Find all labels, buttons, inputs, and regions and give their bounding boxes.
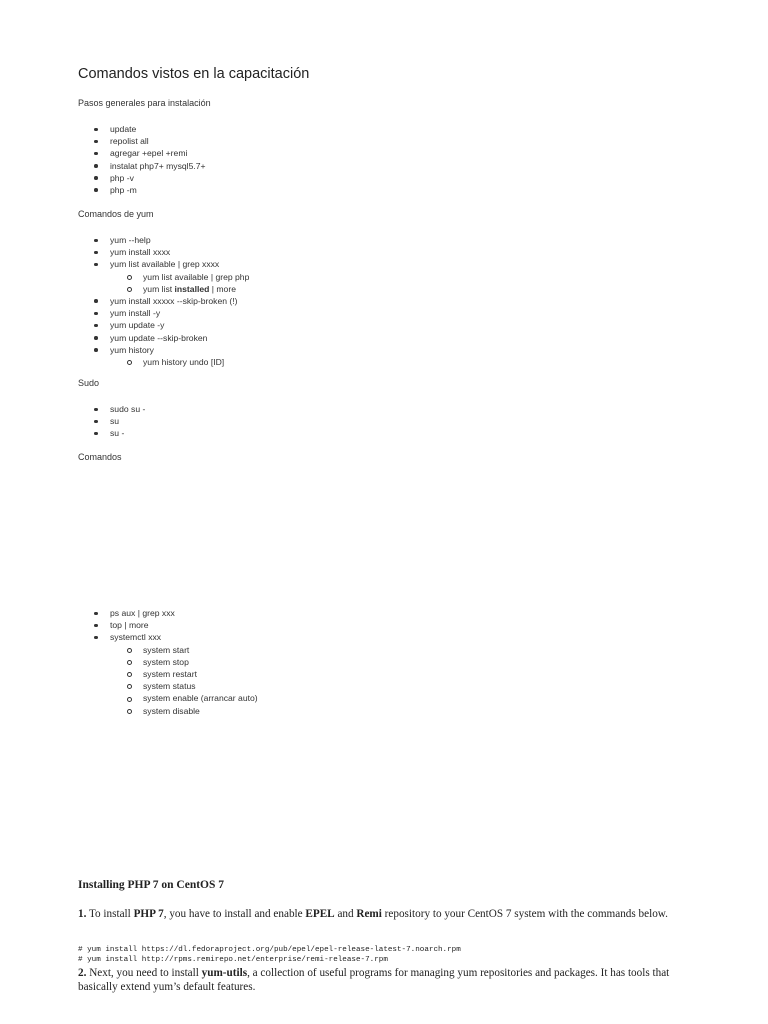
- list-item: yum install -y: [0, 307, 249, 319]
- list-item: yum install xxxx: [0, 246, 249, 258]
- list-subitem: system status: [0, 680, 258, 692]
- list-subitem: system enable (arrancar auto): [0, 692, 258, 704]
- list-subitem-text: yum list: [143, 283, 175, 294]
- command-line-remi: # yum install http://rpms.remirepo.net/enterprise/remi-release-7.rpm: [78, 955, 388, 964]
- paragraph-text: Next, you need to install: [86, 967, 202, 979]
- section-label-install: Pasos generales para instalación: [78, 98, 211, 108]
- section-label-comandos: Comandos: [78, 452, 122, 462]
- paragraph-bold: yum-utils: [201, 967, 248, 979]
- list-item: repolist all: [0, 135, 206, 147]
- command-line-epel: # yum install https://dl.fedoraproject.org/pub/epel/epel-release-latest-7.noarch.rpm: [78, 946, 461, 954]
- yum-commands-list: [0, 234, 249, 368]
- list-subitem: system start: [0, 644, 258, 656]
- paragraph-text: and: [334, 908, 357, 920]
- list-item: agregar +epel +remi: [0, 147, 206, 159]
- list-item: systemctl xxx: [0, 631, 258, 643]
- list-item: ps aux | grep xxx: [0, 607, 258, 619]
- paragraph-text: , you have to install and enable: [163, 908, 306, 920]
- section-label-sudo: Sudo: [78, 378, 100, 388]
- paragraph-text: To install: [86, 908, 134, 920]
- list-item: su: [0, 415, 145, 427]
- install-steps-list: [0, 123, 206, 196]
- list-item: instalat php7+ mysql5.7+: [0, 160, 206, 172]
- list-item: su -: [0, 427, 145, 439]
- paragraph-bold: PHP 7: [133, 908, 164, 920]
- list-subitem: system disable: [0, 705, 258, 717]
- list-item: sudo su -: [0, 403, 145, 415]
- list-item: update: [0, 123, 206, 135]
- paragraph-bold: Remi: [356, 908, 382, 920]
- list-item: yum list available | grep xxxx: [0, 258, 249, 270]
- list-subitem: [0, 283, 249, 295]
- section-label-yum: Comandos de yum: [78, 209, 154, 219]
- list-subitem-bold: installed: [174, 283, 210, 294]
- list-item: php -v: [0, 172, 206, 184]
- english-heading: Installing PHP 7 on CentOS 7: [78, 879, 225, 891]
- list-subitem: system restart: [0, 668, 258, 680]
- paragraph-step-1: [78, 907, 698, 921]
- list-subitem: yum history undo [ID]: [0, 356, 249, 368]
- list-item: php -m: [0, 184, 206, 196]
- list-item: yum update --skip-broken: [0, 332, 249, 344]
- sudo-commands-list: [0, 403, 145, 440]
- step-number: 1.: [78, 908, 87, 920]
- list-subitem-text: | more: [209, 283, 236, 294]
- list-subitem: system stop: [0, 656, 258, 668]
- list-item: yum update -y: [0, 319, 249, 331]
- paragraph-text: , a collection of useful programs for managing yum repositories and packages. It has tools that basically extend yum’s default features.: [78, 967, 670, 993]
- list-item: top | more: [0, 619, 258, 631]
- step-number: 2.: [78, 967, 87, 979]
- list-subitem: yum list available | grep php: [0, 271, 249, 283]
- paragraph-bold: EPEL: [305, 908, 335, 920]
- page-title: Comandos vistos en la capacitación: [78, 66, 310, 82]
- list-item: yum --help: [0, 234, 249, 246]
- paragraph-step-2: [78, 966, 698, 994]
- general-commands-list: [0, 607, 258, 717]
- list-item: yum install xxxxx --skip-broken (!): [0, 295, 249, 307]
- list-item: yum history: [0, 344, 249, 356]
- paragraph-text: repository to your CentOS 7 system with the commands below.: [381, 908, 668, 920]
